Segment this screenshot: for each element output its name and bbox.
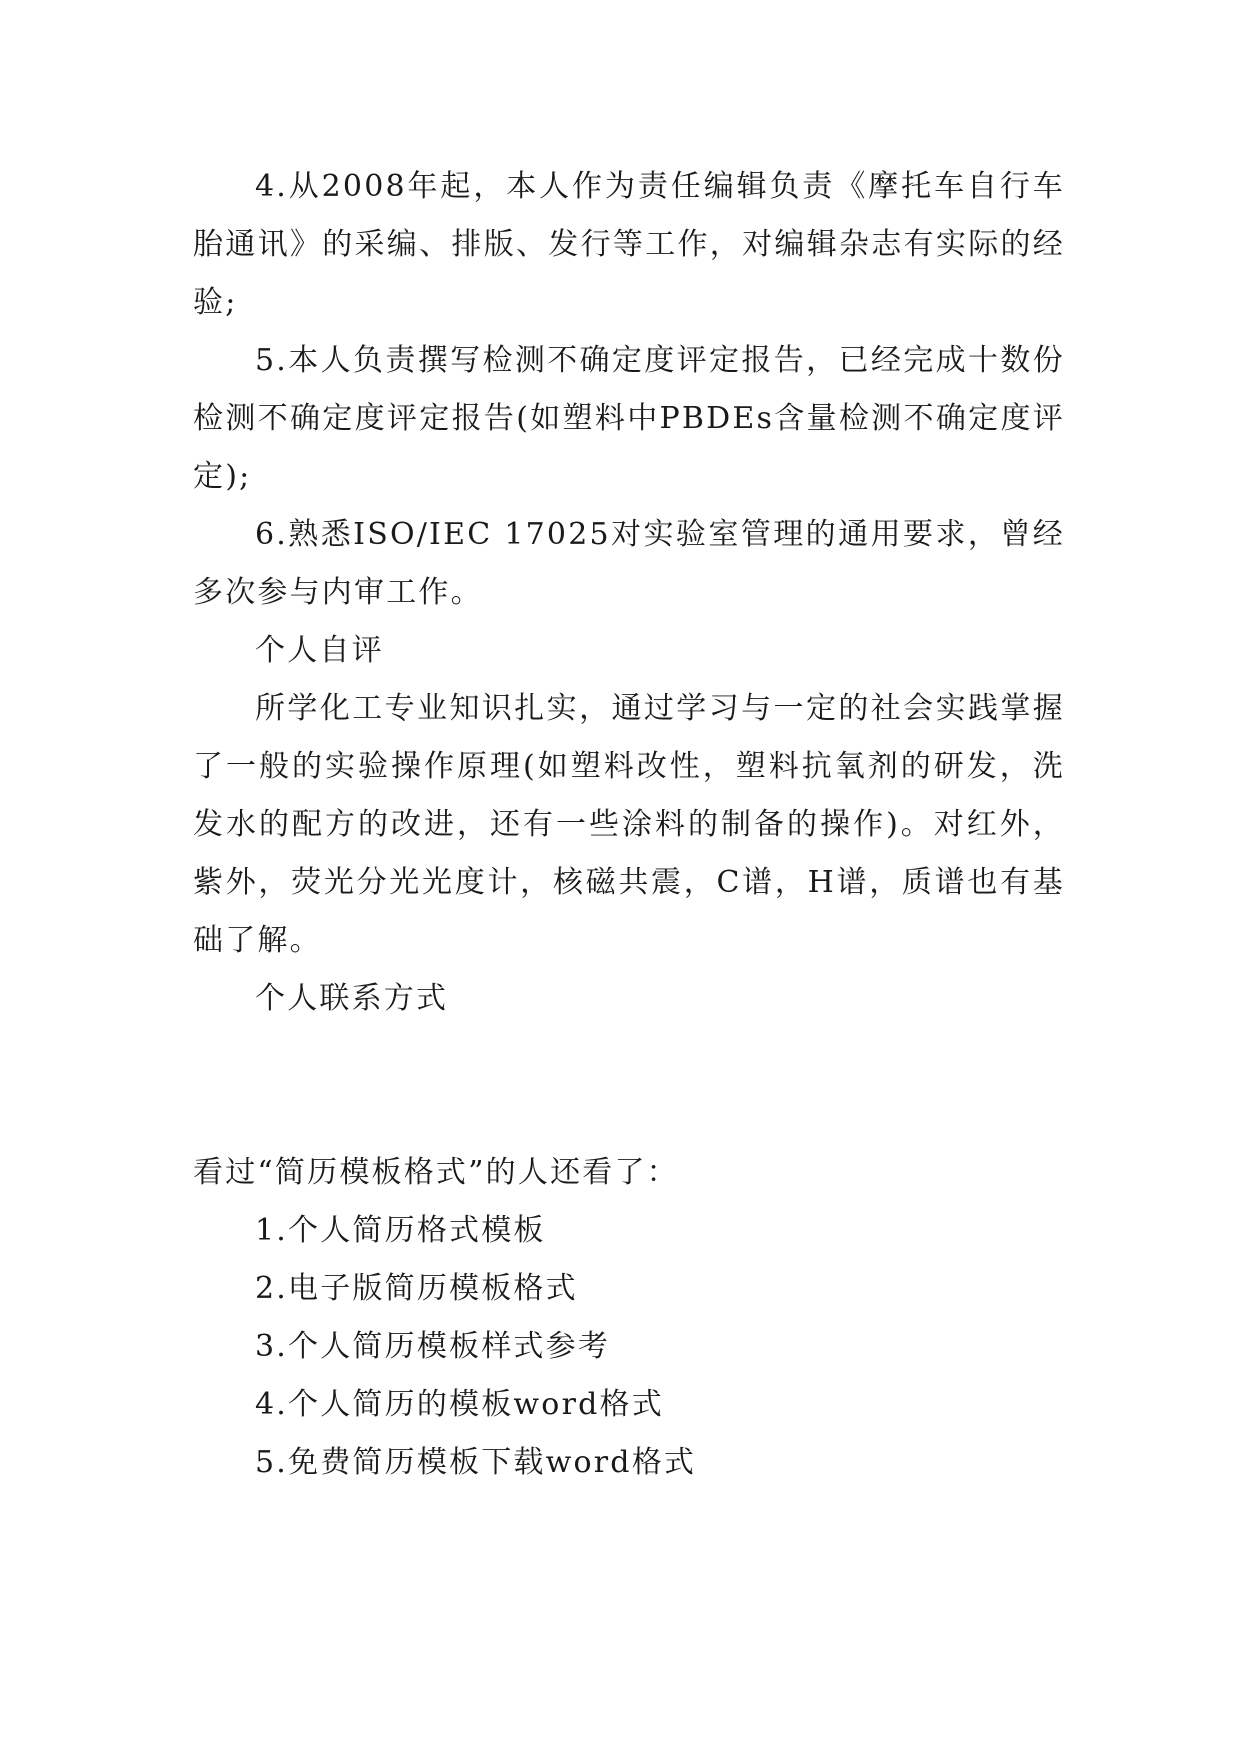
self-evaluation-body: 所学化工专业知识扎实，通过学习与一定的社会实践掌握了一般的实验操作原理(如塑料改性，塑料抗氧剂的研发，洗发水的配方的改进，还有一些涂料的制备的操作)。对红外，紫外，荧光分光光度计，核磁共震，C谱，H谱，质谱也有基础了解。 [193,691,1065,958]
document-content [193,158,1065,1492]
experience-item-5: 5.本人负责撰写检测不确定度评定报告，已经完成十数份检测不确定度评定报告(如塑料中PBDEs含量检测不确定度评定); [193,343,1065,494]
experience-item-4: 4.从2008年起，本人作为责任编辑负责《摩托车自行车胎通讯》的采编、排版、发行等工作，对编辑杂志有实际的经验; [193,169,1065,320]
related-article-link[interactable]: 1.个人简历格式模板 [255,1213,546,1248]
related-article-link[interactable]: 5.免费简历模板下载word格式 [255,1445,697,1480]
related-articles-title: 看过“简历模板格式”的人还看了： [193,1155,679,1190]
related-article-link[interactable]: 3.个人简历模板样式参考 [255,1329,611,1364]
self-evaluation-heading: 个人自评 [255,633,384,668]
related-articles-list [193,1202,1065,1492]
experience-item-6: 6.熟悉ISO/IEC 17025对实验室管理的通用要求，曾经多次参与内审工作。 [193,517,1065,610]
related-article-link[interactable]: 4.个人简历的模板word格式 [255,1387,664,1422]
related-article-link[interactable]: 2.电子版简历模板格式 [255,1271,578,1306]
blank-gap [193,1028,1065,1144]
contact-heading: 个人联系方式 [255,981,449,1016]
